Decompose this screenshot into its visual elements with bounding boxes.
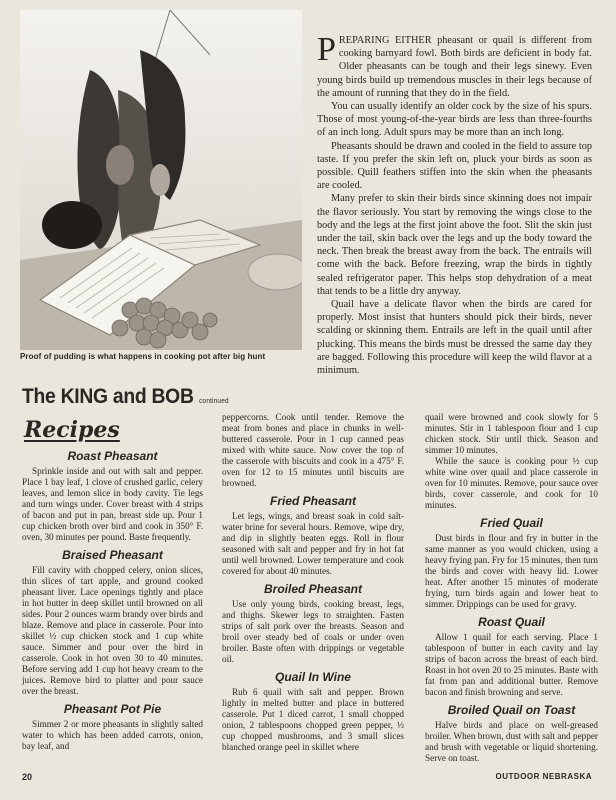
recipe-title: Roast Quail: [478, 615, 545, 629]
recipe-text: peppercorns. Cook until tender. Remove the meat from bones and place in chunks in well-buttered casserole. Pour in 1 cup canned peas mixed with white sauce. Now cover the top of the casserole with biscuits and cook in a 475° F. oven for 12 to 15 minutes until biscuits are browned.: [222, 412, 404, 488]
recipe-text: Rub 6 quail with salt and pepper. Brown lightly in melted butter and place in buttered casserole. Put 1 diced carrot, 1 small chopped onion, 2 tablespoons chopped green pepper, ½ cup chopped mushrooms, and 3 small slices blanched orange peel in skillet where: [222, 687, 404, 752]
recipe-text: Fill cavity with chopped celery, onion slices, thin slices of tart apple, and ground cooked pheasant liver. Lace openings tightly and place in hot butter in deep skillet until browned on all sides. Pour 2 ounces warm brandy over birds and blaze. Remove and place in casserole. Pour into skillet ½ cup chicken stock and 1 cup white sauce. Simmer and pour over the bird in casserole. Cook in hot oven 30 to 40 minutes. Before serving add 1 cup hot heavy cream to the juices. Remove bird to platter and pour sauce over the breast.: [22, 565, 203, 696]
photo-caption: Proof of pudding is what happens in cooking pot after big hunt: [20, 352, 266, 361]
magazine-name: OUTDOOR NEBRASKA: [495, 772, 592, 781]
recipe-title: Fried Quail: [480, 516, 543, 530]
drop-cap: P: [317, 31, 336, 68]
intro-article: [317, 31, 592, 377]
recipe-text: While the sauce is cooking pour ½ cup white wine over quail and place casserole in oven for 10 minutes. Remove, pour sauce over birds, cover casserole, and cook for 10 minutes.: [425, 456, 598, 510]
recipe-text: Dust birds in flour and fry in butter in the same manner as you would chicken, using a heavy frying pan. Fry for 15 minutes, then turn the birds and cover with heavy lid. Lower heat. After another 15 minutes of moderate frying, turn birds again and lower heat to simmer. Drippings can be used for gravy.: [425, 533, 598, 609]
recipe-title: Pheasant Pot Pie: [63, 702, 162, 716]
recipe-text: Halve birds and place on well-greased broiler. When brown, dust with salt and pepper and brush with vegetable or liquid shortening. Serve on toast.: [425, 720, 598, 763]
intro-paragraph: Pheasants should be drawn and cooled in the field to assure top taste. If you prefer the skin left on, pluck your birds as soon as possible. Quill feathers stiffen into the skin when the pheasants are cooled.: [317, 140, 592, 192]
recipes-title: Recipes: [24, 417, 120, 443]
intro-paragraph: Quail have a delicate flavor when the birds are cared for properly. Most insist that hunters should pick their birds, never scalding or skinning them. Entrails are left in the quail until after plucking. This means the birds must be dressed the same day they are bagged. Following this procedure will keep the wild flavor at a minimum.: [317, 299, 592, 377]
recipe-title: Broiled Pheasant: [263, 582, 363, 596]
intro-paragraph: Many prefer to skin their birds since skinning does not impair the flavor seriously. You start by removing the wings close to the body and the legs at the first joint above the foot. Slit the skin just under the tail, skin back over the legs and up the body toward the neck. Then break the breast away from the back. The entrails will come with the back. Before freezing, wrap the birds in tightly sealed refrigerator paper. This helps stop dehydration of a meat that tends to be a little dry anyway.: [317, 193, 592, 297]
intro-paragraph: PREPARING EITHER pheasant or quail is different from cooking barnyard fowl. Both birds are deficient in body fat. Older pheasants can be tough and their legs sinewy. Even young birds build up tremendous muscles in their legs because of the amount of running that they do in the field.: [317, 31, 592, 99]
recipe-title: Broiled Quail on Toast: [447, 703, 576, 717]
recipe-column-1: [22, 444, 203, 752]
intro-paragraph: You can usually identify an older cock by the size of his spurs. Those of most young-of-the-year birds are less than three-fourths of an inch long. Adult spurs may be more than an inch long.: [317, 101, 592, 139]
article-heading: The KING and BOB continued: [22, 385, 229, 408]
recipe-text: quail were browned and cook slowly for 5 minutes. Stir in 1 tablespoon flour and 1 cup chicken stock. Stir until thick. Season and simmer 10 minutes.: [425, 412, 598, 455]
recipe-text: Simmer 2 or more pheasants in slightly salted water to which has been added carrots, onion, bay leaf, and: [22, 719, 203, 751]
recipe-title: Braised Pheasant: [62, 548, 163, 562]
recipe-column-2: [222, 412, 404, 753]
recipe-text: Let legs, wings, and breast soak in cold salt-water brine for several hours. Remove, wipe dry, and dip in slightly beaten eggs. Roll in flour seasoned with salt and pepper and fry in hot fat until well browned. Lower temperature and cook covered for about 40 minutes.: [222, 511, 404, 576]
recipe-text: Sprinkle inside and out with salt and pepper. Place 1 bay leaf, 1 clove of crushed garlic, celery leaves, and lemon slice in body cavity. Tie legs and turn wings under. Cover breast with 4 strips of bacon and put in pan, breast side up. Pour 1 cup chicken broth over bird and cook in 350° F. oven, 30 minutes per pound. Baste frequently.: [22, 466, 203, 542]
recipe-text: Use only young birds, cooking breast, legs, and thighs. Skewer legs to straighten. Fasten strips of salt pork over the breasts. Season and broil over steady bed of coals or under oven broiler. Baste often with drippings or vegetable oil.: [222, 599, 404, 664]
recipe-title: Roast Pheasant: [67, 449, 158, 463]
page-number: 20: [22, 772, 33, 782]
continued-label: continued: [199, 398, 229, 405]
recipe-title: Quail In Wine: [275, 670, 351, 684]
cover-photo: [20, 10, 302, 350]
recipe-text: Allow 1 quail for each serving. Place 1 tablespoon of butter in each cavity and lay strips of bacon across the breast of each bird. Roast in hot oven 20 to 25 minutes. Baste with fat from pan and additional butter. Remove bacon and finish browning and serve.: [425, 632, 598, 697]
recipe-title: Fried Pheasant: [269, 494, 357, 508]
recipe-column-3: [425, 412, 598, 764]
